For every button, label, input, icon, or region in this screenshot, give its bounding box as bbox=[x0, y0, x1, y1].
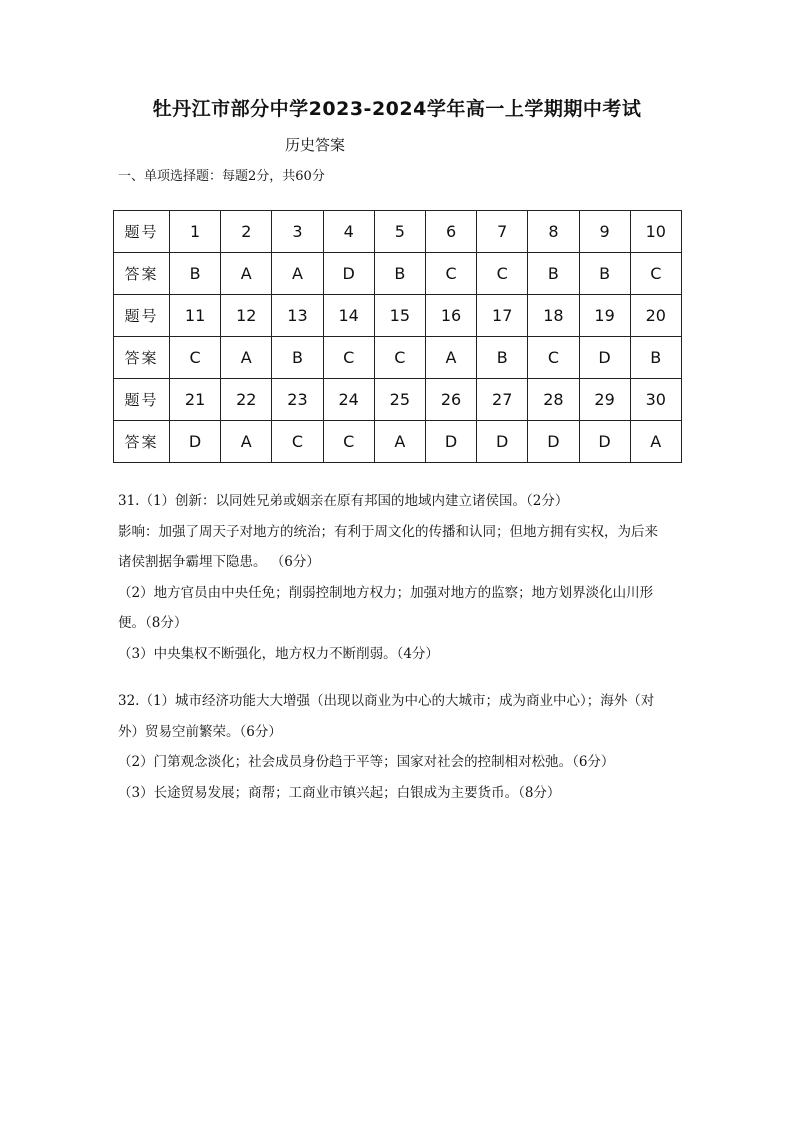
number-cell: 27 bbox=[477, 379, 528, 421]
q32-line-4: （3）长途贸易发展；商帮；工商业市镇兴起；白银成为主要货币。（8分） bbox=[118, 784, 561, 801]
answer-cell: A bbox=[272, 253, 323, 295]
table-row-number-1 bbox=[114, 211, 682, 253]
number-cell: 18 bbox=[528, 295, 579, 337]
q32-line-3: （2）门第观念淡化；社会成员身份趋于平等；国家对社会的控制相对松弛。（6分） bbox=[118, 754, 615, 770]
table-row-number-3 bbox=[114, 379, 682, 421]
number-cell: 26 bbox=[425, 379, 476, 421]
number-cell: 25 bbox=[374, 379, 425, 421]
row-label-number: 题号 bbox=[114, 211, 170, 253]
number-cell: 15 bbox=[374, 295, 425, 337]
number-cell: 30 bbox=[630, 379, 681, 421]
document-title: 牡丹江市部分中学2023-2024学年高一上学期期中考试 bbox=[152, 98, 642, 120]
answer-cell: D bbox=[477, 421, 528, 463]
q31-line-3: 诸侯割据争霸埋下隐患。 （6分） bbox=[118, 554, 320, 570]
number-cell: 20 bbox=[630, 295, 681, 337]
answer-cell: A bbox=[425, 337, 476, 379]
number-cell: 16 bbox=[425, 295, 476, 337]
number-cell: 1 bbox=[170, 211, 221, 253]
answer-cell: B bbox=[272, 337, 323, 379]
number-cell: 3 bbox=[272, 211, 323, 253]
paragraph-gap bbox=[118, 669, 684, 686]
answer-cell: B bbox=[630, 337, 681, 379]
q32-line-2: 外）贸易空前繁荣。（6分） bbox=[118, 723, 282, 740]
q32-line-1: 32.（1）城市经济功能大大增强（出现以商业为中心的大城市；成为商业中心）；海外（对 bbox=[118, 693, 655, 709]
answer-cell: B bbox=[477, 337, 528, 379]
short-answer-section bbox=[118, 486, 684, 808]
number-cell: 14 bbox=[323, 295, 374, 337]
answer-cell: A bbox=[221, 253, 272, 295]
row-label-number: 题号 bbox=[114, 379, 170, 421]
number-cell: 2 bbox=[221, 211, 272, 253]
q31-line-6: （3）中央集权不断强化，地方权力不断削弱。（4分） bbox=[118, 645, 439, 662]
number-cell: 12 bbox=[221, 295, 272, 337]
answer-cell: C bbox=[425, 253, 476, 295]
answer-cell: A bbox=[374, 421, 425, 463]
q31-line-2: 影响：加强了周天子对地方的统治；有利于周文化的传播和认同；但地方拥有实权，为后来 bbox=[118, 523, 658, 540]
number-cell: 29 bbox=[579, 379, 630, 421]
answer-cell: B bbox=[528, 253, 579, 295]
number-cell: 17 bbox=[477, 295, 528, 337]
number-cell: 24 bbox=[323, 379, 374, 421]
table-row-answer-2 bbox=[114, 337, 682, 379]
number-cell: 5 bbox=[374, 211, 425, 253]
answer-cell: A bbox=[221, 421, 272, 463]
number-cell: 10 bbox=[630, 211, 681, 253]
answer-cell: C bbox=[323, 421, 374, 463]
row-label-answer: 答案 bbox=[114, 337, 170, 379]
answer-cell: C bbox=[630, 253, 681, 295]
answer-cell: C bbox=[323, 337, 374, 379]
number-cell: 22 bbox=[221, 379, 272, 421]
number-cell: 6 bbox=[425, 211, 476, 253]
number-cell: 11 bbox=[170, 295, 221, 337]
row-label-number: 题号 bbox=[114, 295, 170, 337]
answer-cell: D bbox=[579, 337, 630, 379]
answer-cell: D bbox=[528, 421, 579, 463]
number-cell: 7 bbox=[477, 211, 528, 253]
number-cell: 13 bbox=[272, 295, 323, 337]
row-label-answer: 答案 bbox=[114, 253, 170, 295]
answer-cell: A bbox=[630, 421, 681, 463]
table-row-answer-1 bbox=[114, 253, 682, 295]
answer-cell: C bbox=[477, 253, 528, 295]
answer-cell: D bbox=[323, 253, 374, 295]
answer-cell: B bbox=[579, 253, 630, 295]
q31-line-4: （2）地方官员由中央任免；削弱控制地方权力；加强对地方的监察；地方划界淡化山川形 bbox=[118, 584, 654, 601]
answer-cell: D bbox=[425, 421, 476, 463]
answer-cell: C bbox=[528, 337, 579, 379]
answer-cell: C bbox=[272, 421, 323, 463]
number-cell: 21 bbox=[170, 379, 221, 421]
q31-line-5: 便。（8分） bbox=[118, 615, 188, 631]
answer-cell: B bbox=[170, 253, 221, 295]
number-cell: 23 bbox=[272, 379, 323, 421]
section-heading-multiple-choice: 一、单项选择题：每题2分，共60分 bbox=[118, 169, 325, 184]
answer-cell: D bbox=[579, 421, 630, 463]
number-cell: 19 bbox=[579, 295, 630, 337]
number-cell: 28 bbox=[528, 379, 579, 421]
answer-cell: C bbox=[170, 337, 221, 379]
answer-cell: B bbox=[374, 253, 425, 295]
document-subtitle: 历史答案 bbox=[285, 136, 346, 154]
number-cell: 8 bbox=[528, 211, 579, 253]
row-label-answer: 答案 bbox=[114, 421, 170, 463]
q31-line-1: 31.（1）创新：以同姓兄弟或姻亲在原有邦国的地域内建立诸侯国。（2分） bbox=[118, 493, 569, 509]
number-cell: 9 bbox=[579, 211, 630, 253]
answer-table bbox=[113, 210, 682, 463]
answer-cell: A bbox=[221, 337, 272, 379]
answer-cell: C bbox=[374, 337, 425, 379]
answer-table-body bbox=[114, 211, 682, 463]
table-row-number-2 bbox=[114, 295, 682, 337]
number-cell: 4 bbox=[323, 211, 374, 253]
answer-cell: D bbox=[170, 421, 221, 463]
table-row-answer-3 bbox=[114, 421, 682, 463]
